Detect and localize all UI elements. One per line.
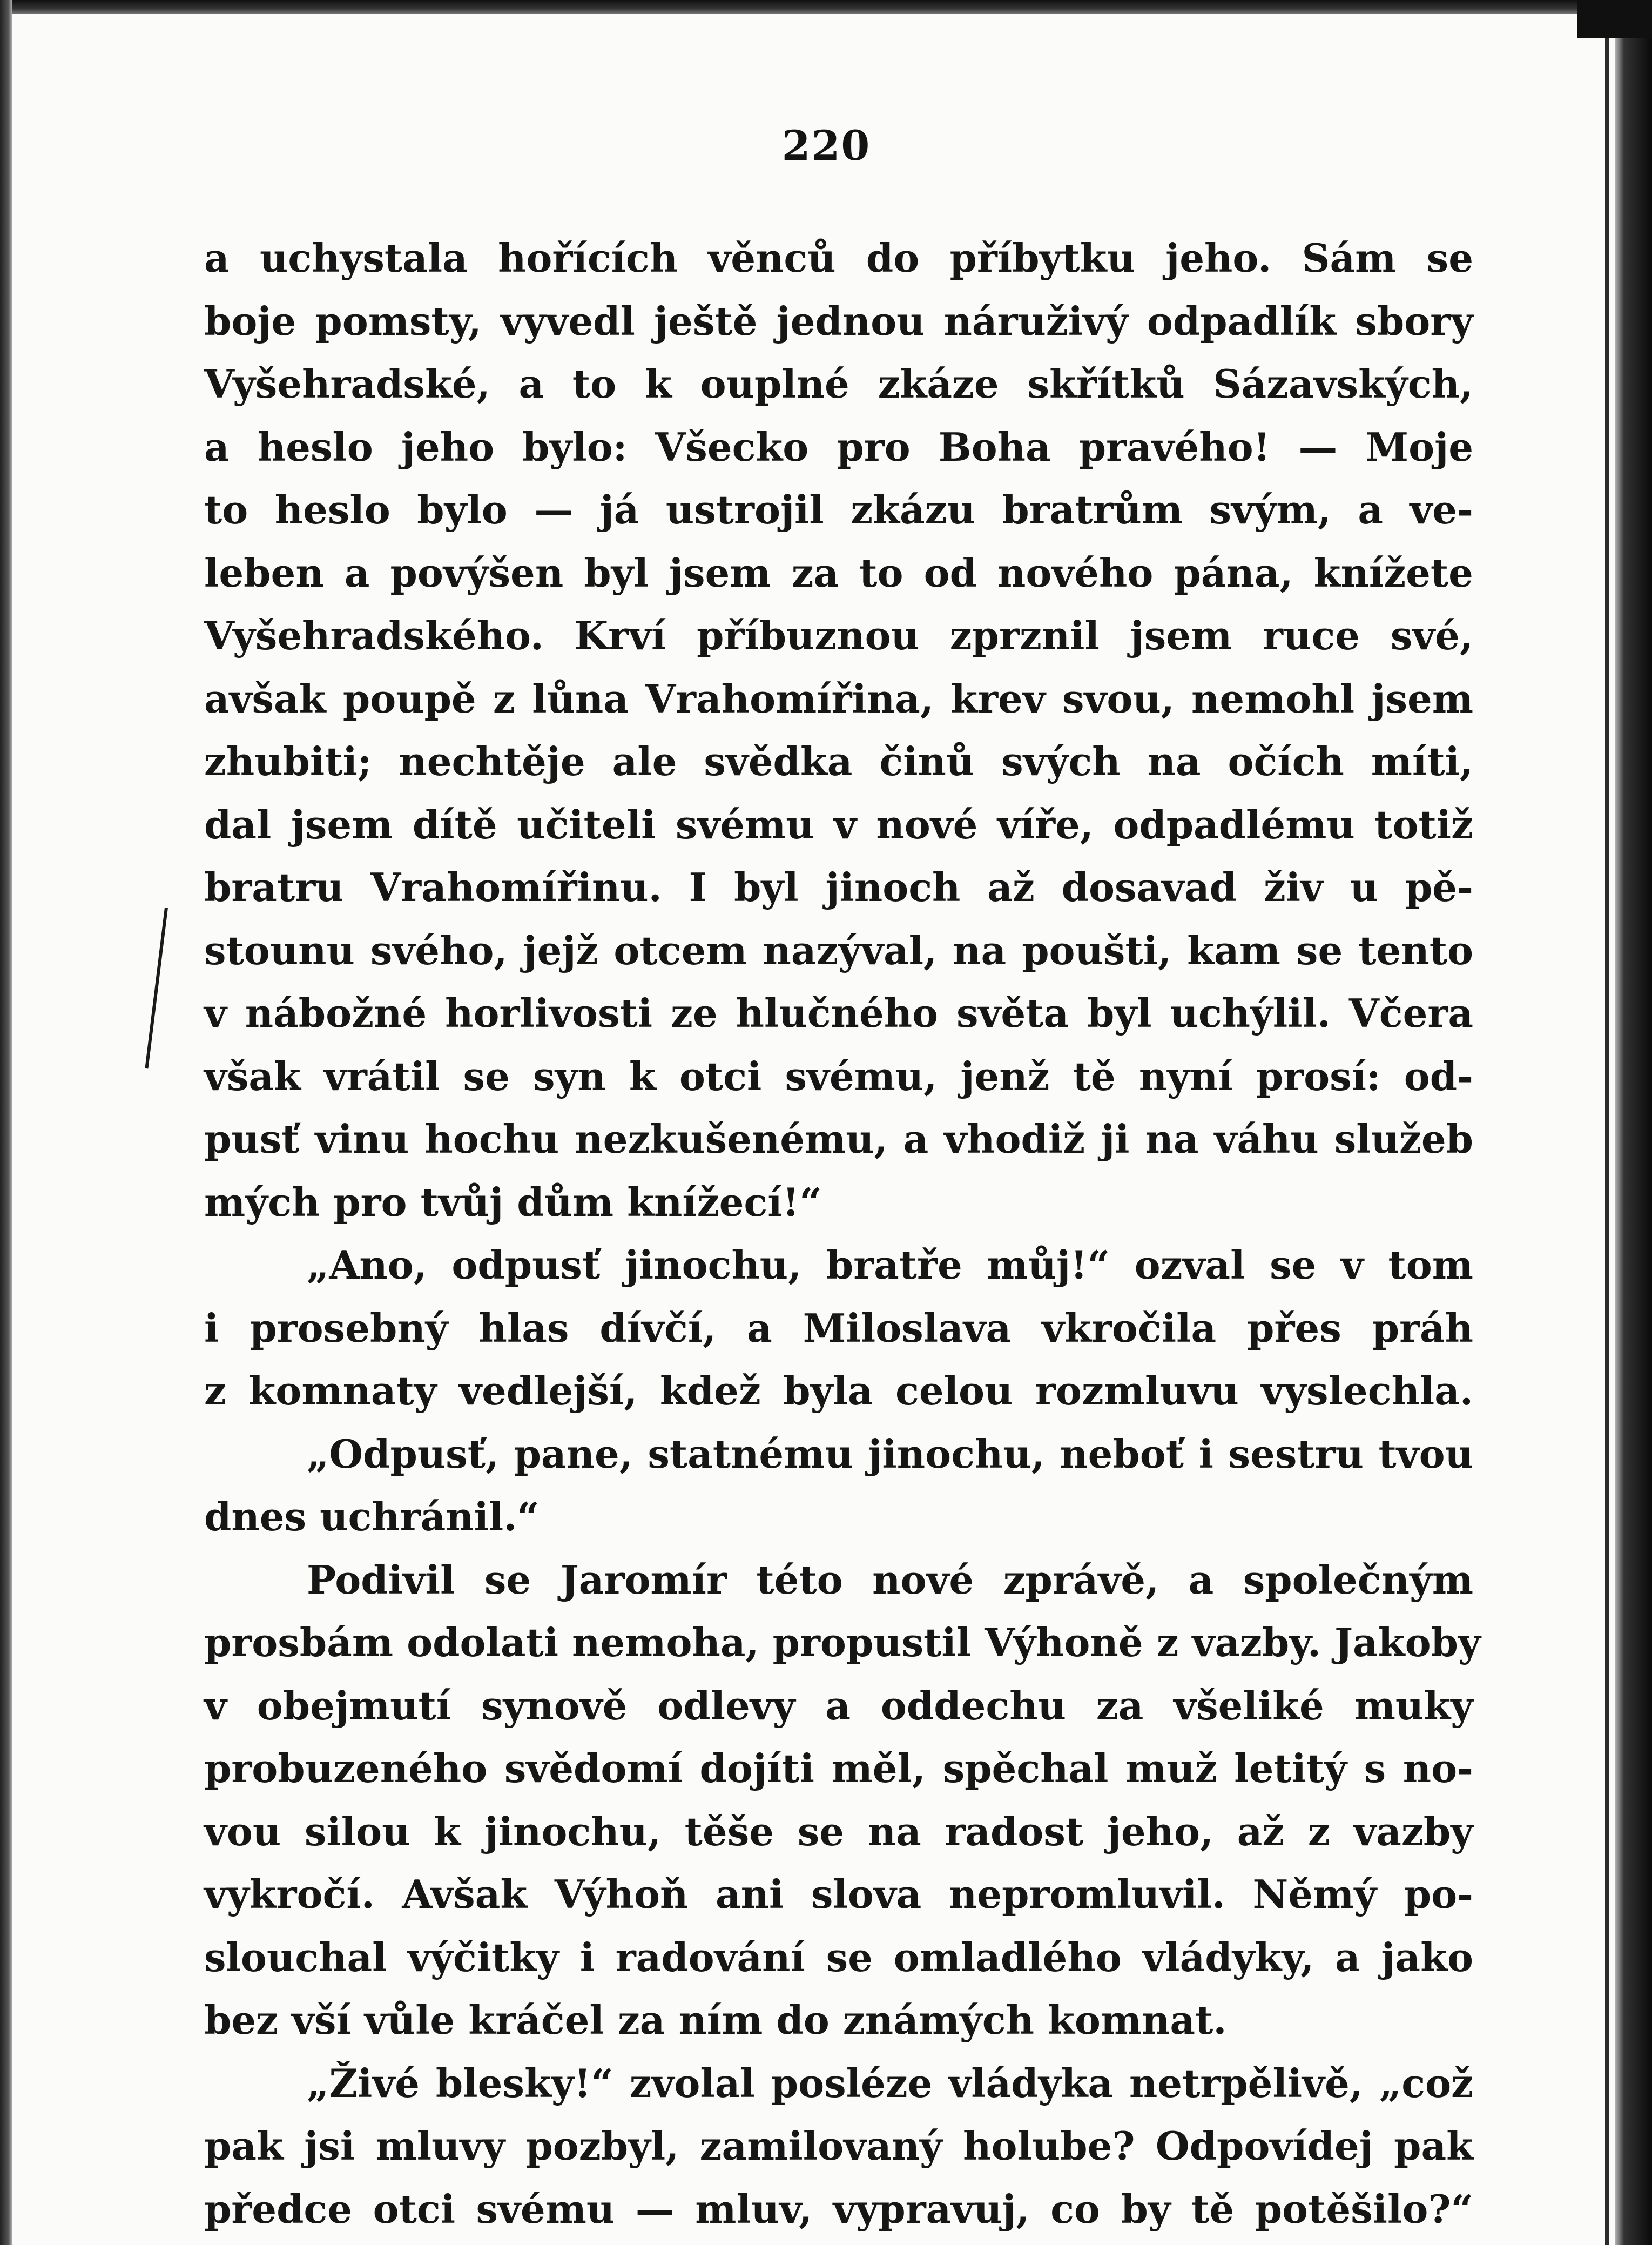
text-line: to heslo bylo — já ustrojil zkázu bratrům svým, a ve- — [204, 487, 1473, 533]
text-line: z komnaty vedlejší, kdež byla celou rozmluvu vyslechla. — [204, 1368, 1473, 1414]
text-line: v nábožné horlivosti ze hlučného světa byl uchýlil. Včera — [204, 990, 1473, 1036]
text-line: a heslo jeho bylo: Všecko pro Boha pravého! — Moje — [204, 424, 1473, 470]
scan-border-right-inner — [1605, 0, 1609, 2245]
text-line: Vyšehradského. Krví příbuznou zprznil jsem ruce své, — [204, 613, 1473, 658]
text-line: vou silou k jinochu, těše se na radost jeho, až z vazby — [204, 1808, 1473, 1854]
body-text — [204, 227, 1481, 2241]
text-line: Podivil se Jaromír této nové zprávě, a společným — [307, 1556, 1473, 1603]
page-number: 220 — [781, 122, 871, 170]
scan-border-left — [0, 0, 12, 2245]
text-line: avšak poupě z lůna Vrahomířina, krev svou, nemohl jsem — [204, 675, 1473, 722]
text-line: a uchystala hořících věnců do příbytku jeho. Sám se — [204, 235, 1473, 281]
text-line: leben a povýšen byl jsem za to od nového pána, knížete — [204, 549, 1473, 596]
text-line: vykročí. Avšak Výhoň ani slova nepromluvil. Němý po- — [204, 1871, 1473, 1917]
text-line: bez vší vůle kráčel za ním do známých komnat. — [204, 1997, 1227, 2043]
text-line: dnes uchránil.“ — [204, 1494, 540, 1540]
text-line: stounu svého, jejž otcem nazýval, na poušti, kam se tento — [204, 927, 1473, 973]
text-line: v obejmutí synově odlevy a oddechu za všeliké muky — [204, 1682, 1473, 1729]
text-line: „Ano, odpusť jinochu, bratře můj!“ ozval se v tom — [307, 1242, 1473, 1288]
scan-border-right — [1615, 0, 1652, 2245]
text-line: „Odpusť, pane, statnému jinochu, neboť i sestru tvou — [307, 1430, 1473, 1477]
text-line: Vyšehradské, a to k ouplné zkáze skřítků Sázavských, — [204, 361, 1473, 407]
scan-corner-top-right — [1577, 0, 1652, 38]
text-line: mých pro tvůj dům knížecí!“ — [204, 1179, 822, 1225]
text-line: probuzeného svědomí dojíti měl, spěchal muž letitý s no- — [204, 1745, 1473, 1791]
text-line: slouchal výčitky i radování se omladlého vládyky, a jako — [204, 1934, 1473, 1980]
text-line: však vrátil se syn k otci svému, jenž tě nyní prosí: od- — [204, 1053, 1473, 1099]
text-line: „Živé blesky!“ zvolal posléze vládyka netrpělivě, „což — [307, 2060, 1473, 2106]
text-line: i prosebný hlas dívčí, a Miloslava vkročila přes práh — [204, 1305, 1473, 1351]
text-line: boje pomsty, vyvedl ještě jednou náruživý odpadlík sbory — [204, 298, 1473, 344]
text-line: bratru Vrahomířinu. I byl jinoch až dosavad živ u pě- — [204, 864, 1473, 910]
margin-pencil-mark — [145, 908, 173, 1070]
scan-border-top — [0, 0, 1652, 14]
text-line: zhubiti; nechtěje ale svědka činů svých na očích míti, — [204, 738, 1473, 784]
text-line: pak jsi mluvy pozbyl, zamilovaný holube? Odpovídej pak — [204, 2123, 1473, 2169]
text-line: prosbám odolati nemoha, propustil Výhoně z vazby. Jakoby — [204, 1619, 1481, 1665]
text-line: pusť vinu hochu nezkušenému, a vhodiž ji na váhu služeb — [204, 1116, 1473, 1162]
text-line: předce otci svému — mluv, vypravuj, co by tě potěšilo?“ — [204, 2186, 1473, 2232]
text-line: dal jsem dítě učiteli svému v nové víře, odpadlému totiž — [204, 801, 1473, 848]
